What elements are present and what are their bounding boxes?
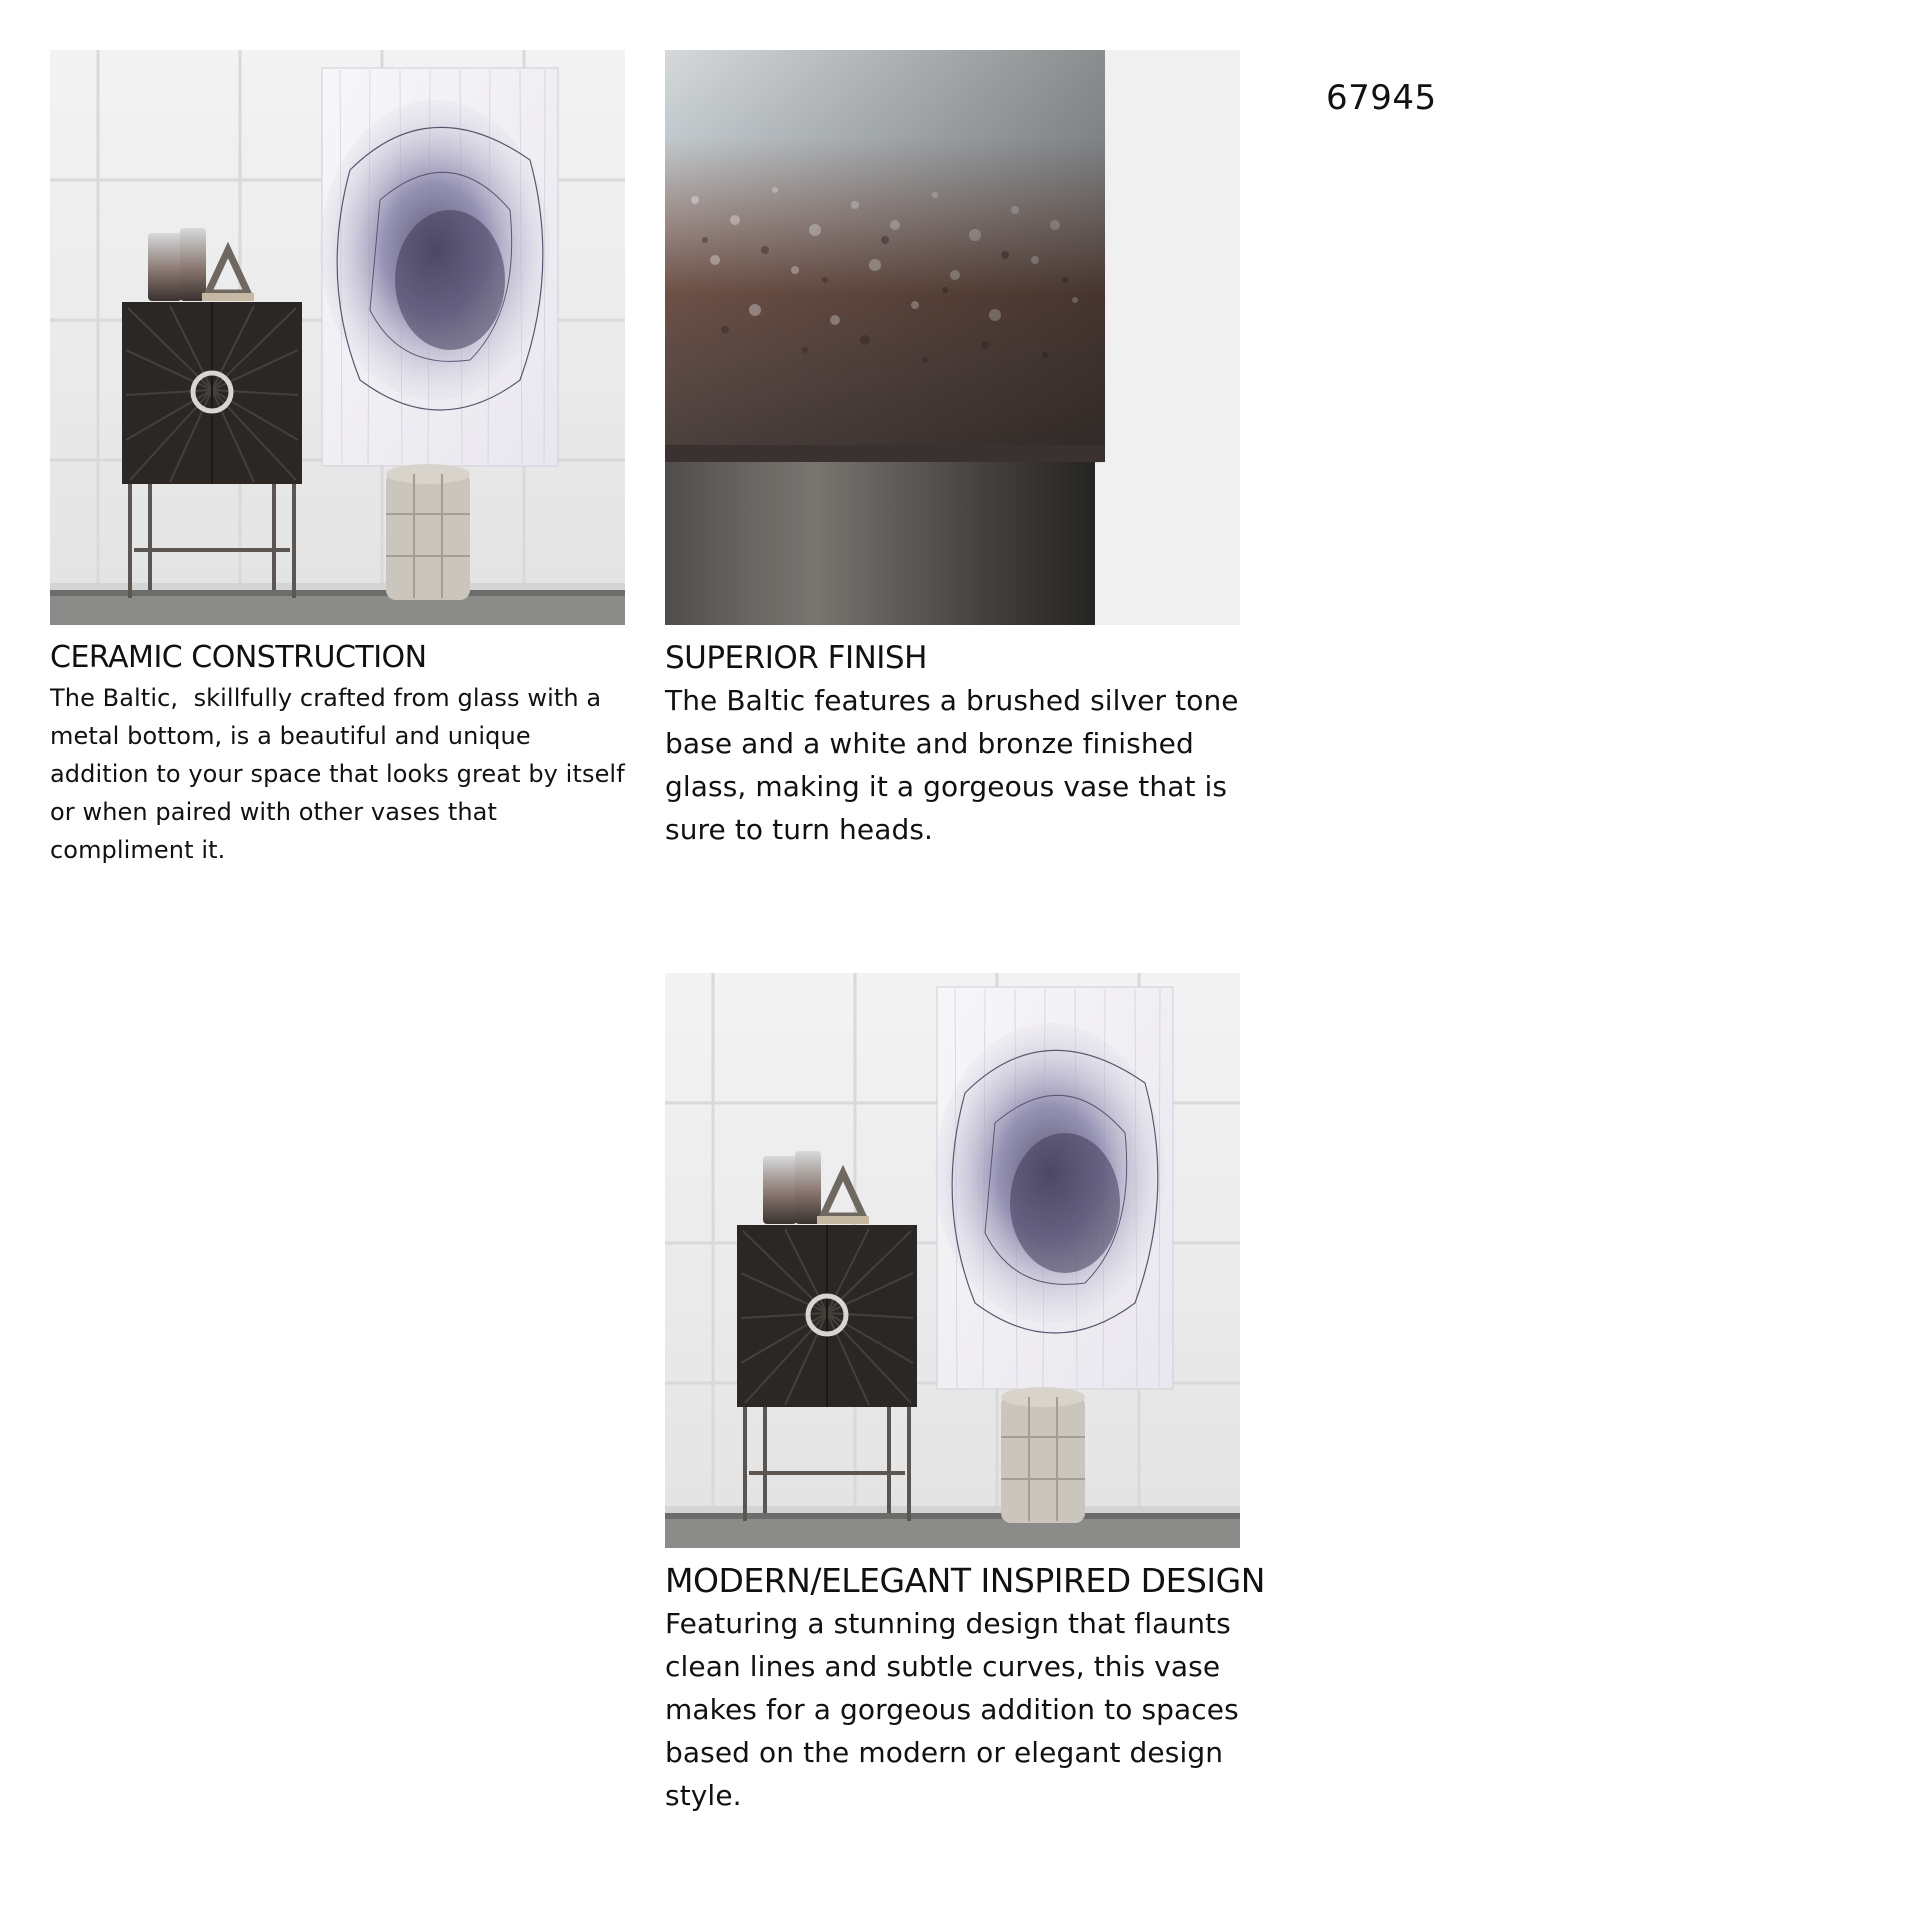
section-heading: CERAMIC CONSTRUCTION (50, 640, 427, 675)
feature-card-finish (665, 50, 1240, 851)
feature-card-design (665, 973, 1265, 1817)
section-heading: SUPERIOR FINISH (665, 640, 927, 676)
section-heading: MODERN/ELEGANT INSPIRED DESIGN (665, 1561, 1265, 1600)
feature-card-construction (50, 50, 633, 869)
room-scene-photo (665, 973, 1240, 1548)
room-scene-image (50, 50, 625, 625)
section-description: The Baltic features a brushed silver tone base and a white and bronze finished glass, making it a gorgeous vase that is sure to turn heads. (665, 684, 1239, 846)
section-description: Featuring a stunning design that flaunts clean lines and subtle curves, this vase makes for a gorgeous addition to spaces based on the modern or elegant design style. (665, 1607, 1239, 1812)
vase-closeup-photo (665, 50, 1240, 625)
product-sku: 67945 (1326, 78, 1437, 118)
room-scene-photo (50, 50, 625, 625)
section-description: The Baltic, skillfully crafted from glass with a metal bottom, is a beautiful and unique addition to your space that looks great by itself or when paired with other vases that compliment it. (50, 684, 633, 864)
room-scene-image (665, 973, 1240, 1548)
vase-closeup-image (665, 50, 1240, 625)
